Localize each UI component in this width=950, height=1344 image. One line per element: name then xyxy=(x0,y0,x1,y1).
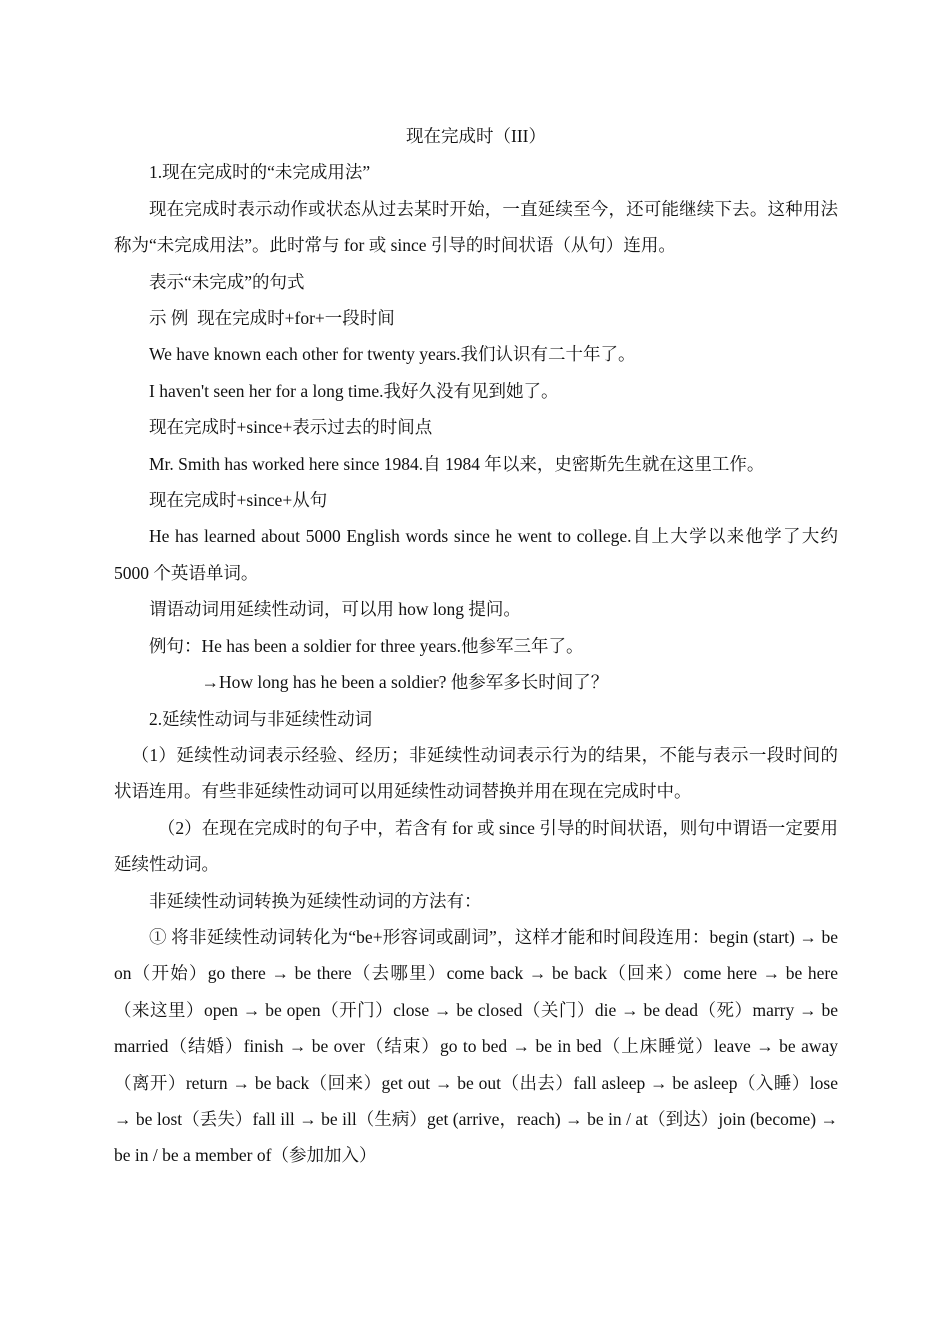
paragraph-how-long: 谓语动词用延续性动词，可以用 how long 提问。 xyxy=(149,599,521,620)
paragraph-pattern: 表示“未完成”的句式 xyxy=(149,271,305,292)
method-1: ① 将非延续性动词转化为“be+形容词或副词”，这样才能和时间段连用：begin (start) → be on（开始）go there → be there（去哪里）come back → be back（回来）come here → be here（来这里）open → be open（开门）close → be closed（关门）die → be dead（死）marry → be married（结婚）finish → be over（结束）go to bed → be in bed（上床睡觉）leave → be away（离开）return → be back（回来）get out → be out（出去）fall asleep → be asleep（入睡）lose → be lost（丢失）fall ill → be ill（生病）get (arrive，reach) → be in / at（到达）join (become) → be in / be a member of（参加加入） xyxy=(114,926,838,1166)
example-sentence-6: →How long has he been a soldier? 他参军多长时间了？ xyxy=(201,672,609,693)
document-page xyxy=(114,118,838,1174)
example-sentence-5: 例句：He has been a soldier for three years.他参军三年了。 xyxy=(149,635,584,656)
section-heading-1: 1.现在完成时的“未完成用法” xyxy=(149,162,371,183)
example-sentence-2: I haven't seen her for a long time.我好久没有见到她了。 xyxy=(149,380,559,401)
paragraph-since-point: 现在完成时+since+表示过去的时间点 xyxy=(149,417,433,438)
note-1: （1）延续性动词表示经验、经历；非延续性动词表示行为的结果，不能与表示一段时间的状语连用。有些非延续性动词可以用延续性动词替换并用在现在完成时中。 xyxy=(114,744,838,802)
paragraph-intro: 现在完成时表示动作或状态从过去某时开始，一直延续至今，还可能继续下去。这种用法称为“未完成用法”。此时常与 for 或 since 引导的时间状语（从句）连用。 xyxy=(114,198,838,256)
paragraph-methods: 非延续性动词转换为延续性动词的方法有： xyxy=(149,890,482,911)
doc-title: 现在完成时（III） xyxy=(406,126,546,146)
note-2: （2）在现在完成时的句子中，若含有 for 或 since 引导的时间状语，则句中谓语一定要用延续性动词。 xyxy=(114,817,838,875)
paragraph-since-clause: 现在完成时+since+从句 xyxy=(149,490,328,511)
example-sentence-1: We have known each other for twenty years.我们认识有二十年了。 xyxy=(149,344,636,365)
example-sentence-4: He has learned about 5000 English words since he went to college.自上大学以来他学了大约 5000 个英语单词。 xyxy=(114,526,838,583)
example-sentence-3: Mr. Smith has worked here since 1984.自 1984 年以来，史密斯先生就在这里工作。 xyxy=(149,453,765,474)
section-heading-2: 2.延续性动词与非延续性动词 xyxy=(149,708,373,729)
paragraph-example-label: 示 例 现在完成时+for+一段时间 xyxy=(149,308,395,329)
